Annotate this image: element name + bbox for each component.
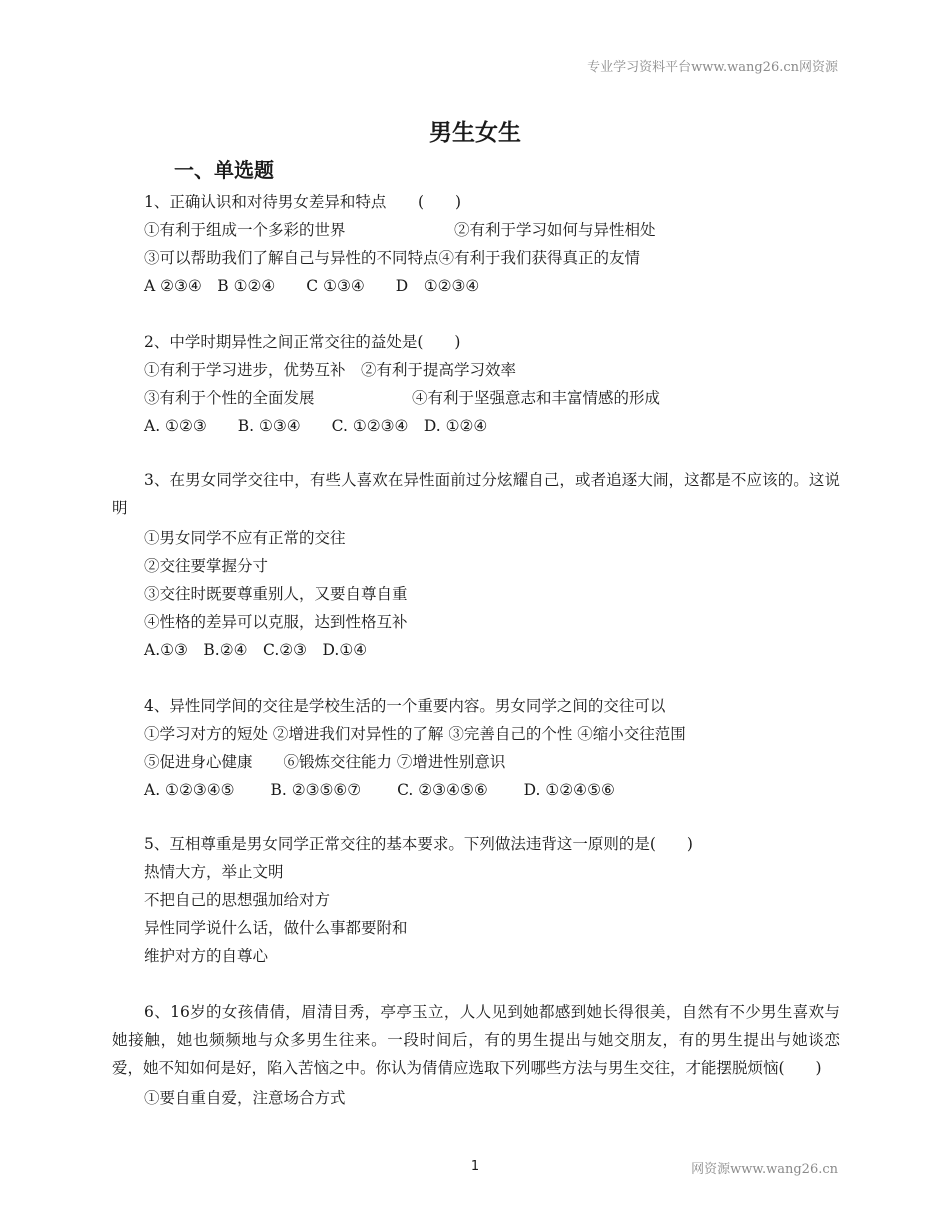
q1-answer-blank: ( )	[418, 193, 462, 211]
page-footer: 网资源www.wang26.cn	[691, 1162, 838, 1177]
q1-stem: 1、正确认识和对待男女差异和特点	[144, 193, 387, 211]
q1-option-3-4: ③可以帮助我们了解自己与异性的不同特点④有利于我们获得真正的友情	[144, 249, 641, 267]
q1-option-2: ②有利于学习如何与异性相处	[454, 221, 656, 239]
q3-option-3: ③交往时既要尊重别人，又要自尊自重	[144, 585, 408, 603]
q1-answers: A ②③④ B ①②④ C ①③④ D ①②③④	[144, 277, 480, 295]
q6-stem: 6、16岁的女孩倩倩，眉清目秀，亭亭玉立，人人见到她都感到她长得很美，自然有不少男生喜欢与她接触，她也频频地与众多男生往来。一段时间后，有的男生提出与她交朋友，有的男生提出与她谈恋爱，她不知如何是好，陷入苦恼之中。你认为倩倩应选取下列哪些方法与男生交往，才能摆脱烦恼( )	[112, 1003, 840, 1077]
q4-stem: 4、异性同学间的交往是学校生活的一个重要内容。男女同学之间的交往可以	[144, 697, 666, 715]
q3-option-2: ②交往要掌握分寸	[144, 557, 269, 575]
q5-option-4: 维护对方的自尊心	[144, 947, 269, 965]
q5-stem: 5、互相尊重是男女同学正常交往的基本要求。下列做法违背这一原则的是( )	[144, 835, 693, 853]
q6-option-1: ①要自重自爱，注意场合方式	[144, 1089, 346, 1107]
page-header: 专业学习资料平台www.wang26.cn网资源	[587, 60, 838, 75]
q3-option-1: ①男女同学不应有正常的交往	[144, 529, 346, 547]
page-number: 1	[470, 1159, 480, 1174]
q4-options-line-2: ⑤促进身心健康 ⑥锻炼交往能力 ⑦增进性别意识	[144, 753, 506, 771]
q2-option-4: ④有利于坚强意志和丰富情感的形成	[412, 389, 661, 407]
q2-answers: A. ①②③ B. ①③④ C. ①②③④ D. ①②④	[144, 417, 488, 435]
q5-option-2: 不把自己的思想强加给对方	[144, 891, 331, 909]
q3-answers: A.①③ B.②④ C.②③ D.①④	[144, 641, 368, 659]
q5-option-3: 异性同学说什么话，做什么事都要附和	[144, 919, 408, 937]
q2-option-3: ③有利于个性的全面发展	[144, 389, 315, 407]
q2-option-1-2: ①有利于学习进步，优势互补 ②有利于提高学习效率	[144, 361, 517, 379]
document-title: 男生女生	[429, 119, 521, 146]
q1-option-1: ①有利于组成一个多彩的世界	[144, 221, 346, 239]
q4-options-line-1: ①学习对方的短处 ②增进我们对异性的了解 ③完善自己的个性 ④缩小交往范围	[144, 725, 686, 743]
q3-stem: 3、在男女同学交往中，有些人喜欢在异性面前过分炫耀自己，或者追逐大闹，这都是不应该的。这说明	[112, 471, 840, 517]
q4-answers: A. ①②③④⑤ B. ②③⑤⑥⑦ C. ②③④⑤⑥ D. ①②④⑤⑥	[144, 781, 615, 799]
q3-option-4: ④性格的差异可以克服，达到性格互补	[144, 613, 408, 631]
q5-option-1: 热情大方，举止文明	[144, 863, 284, 881]
section-heading: 一、单选题	[174, 158, 274, 182]
q2-stem: 2、中学时期异性之间正常交往的益处是( )	[144, 333, 461, 351]
